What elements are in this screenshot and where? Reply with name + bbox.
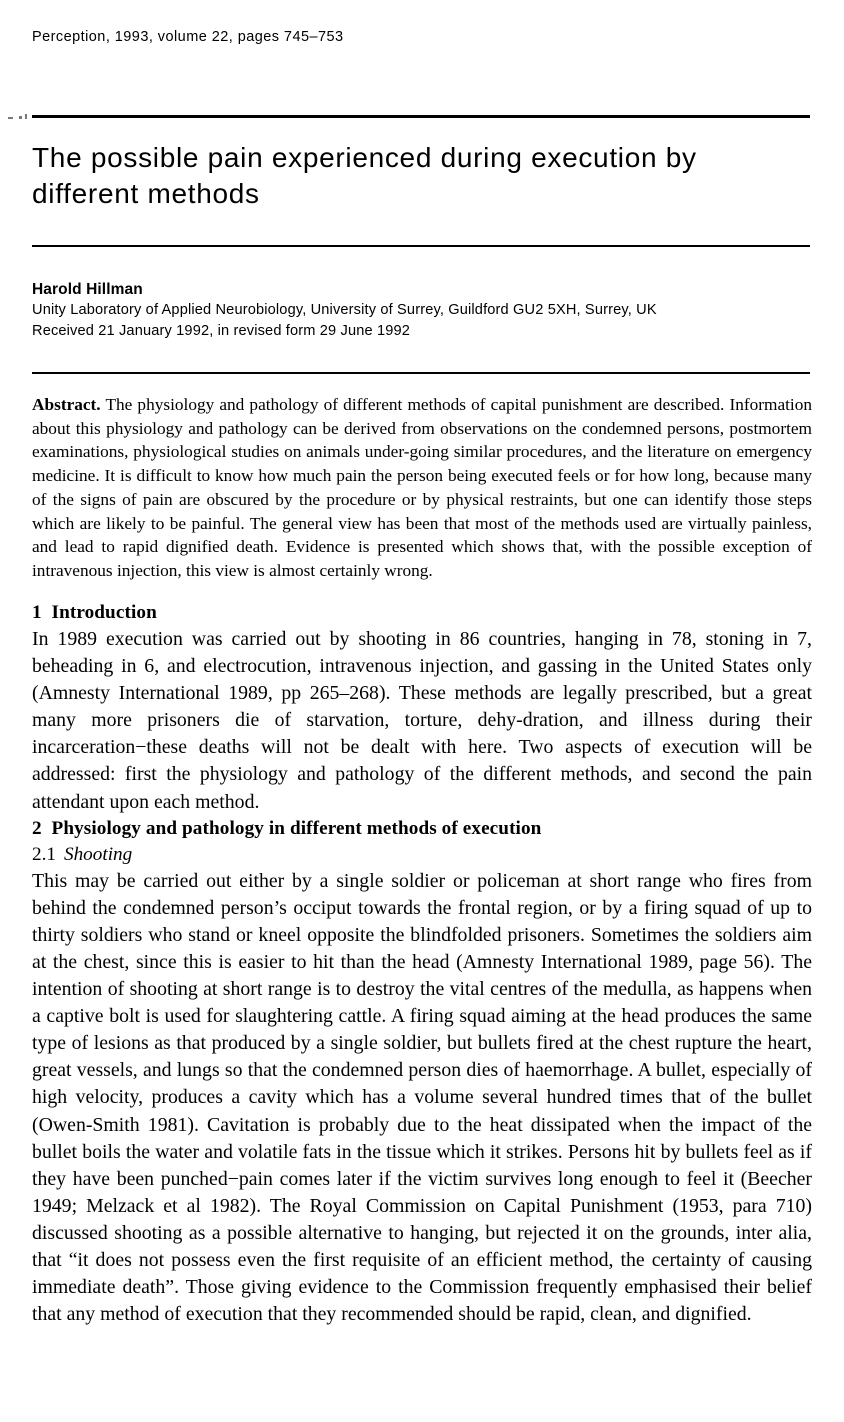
- author-block: [32, 279, 822, 341]
- paragraph-shooting: This may be carried out either by a single soldier or policeman at short range who fires from behind the condemned person’s occiput towards the frontal region, or by a firing squad of up to thirty soldiers who stand or kneel opposite the blindfolded prisoners. Sometimes the soldiers aim at the chest, since this is easier to hit than the head (Amnesty International 1989, page 56). The intention of shooting at short range is to destroy the vital centres of the medulla, as happens when a captive bolt is used for slaughtering cattle. A firing squad aiming at the head produces the same type of lesions as that produced by a single soldier, but bullets fired at the chest rupture the heart, great vessels, and lungs so that the condemned person dies of haemorrhage. A bullet, especially of high velocity, produces a cavity which has a volume several hundred times that of the bullet (Owen-Smith 1981). Cavitation is probably due to the heat dissipated when the impact of the bullet boils the water and volatile fats in the tissue which it strikes. Persons hit by bullets feel as if they have been punched−pain comes later if the victim survives long enough to feel it (Beecher 1949; Melzack et al 1982). The Royal Commission on Capital Punishment (1953, para 710) discussed shooting as a possible alternative to hanging, but rejected it on the grounds, inter alia, that “it does not possess even the first requisite of an efficient method, the certainty of causing immediate death”. Those giving evidence to the Commission frequently emphasised their belief that any method of execution that they recommended should be rapid, clean, and dignified.: [32, 869, 812, 1326]
- article-title-line-2: different methods: [32, 178, 260, 209]
- received-date: Received 21 January 1992, in revised form 29 June 1992: [32, 322, 411, 339]
- section-heading-physiology: [32, 816, 812, 842]
- abstract-label: Abstract.: [32, 395, 101, 414]
- subsection-heading-shooting: [32, 842, 812, 868]
- scan-artifact-speck: [19, 116, 22, 119]
- horizontal-rule-above-abstract: [32, 372, 810, 374]
- subsection-number: 2.1: [32, 843, 56, 865]
- article-body: [32, 600, 812, 1328]
- section-heading-introduction: [32, 600, 812, 626]
- section-number: 1: [32, 602, 42, 623]
- article-title: [32, 140, 822, 212]
- author-affiliation: Unity Laboratory of Applied Neurobiology, University of Surrey, Guildford GU2 5XH, Surrey, UK: [32, 302, 657, 318]
- abstract-text: The physiology and pathology of different methods of capital punishment are described. Information about this physiology and pathology can be derived from observations on the condemned persons, postmortem examinations, physiological studies on animals under-going similar procedures, and the literature on emergency medicine. It is difficult to know how much pain the person being executed feels or for how long, because many of the signs of pain are obscured by the procedure or by physical restraints, but one can identify those steps which are likely to be painful. The general view has been that most of the methods used are virtually painless, and lead to rapid dignified death. Evidence is presented which shows that, with the possible exception of intravenous injection, this view is almost certainly wrong.: [32, 395, 812, 580]
- section-number: 2: [32, 817, 42, 839]
- scan-artifact-speck: [8, 117, 13, 119]
- abstract: [32, 393, 812, 583]
- horizontal-rule-above-author: [32, 245, 810, 247]
- journal-running-head: Perception, 1993, volume 22, pages 745–753: [32, 29, 344, 45]
- section-title: Physiology and pathology in different methods of execution: [51, 817, 542, 839]
- section-title: Introduction: [51, 602, 157, 623]
- article-title-line-1: The possible pain experienced during execution by: [32, 142, 697, 173]
- paragraph-introduction: In 1989 execution was carried out by shooting in 86 countries, hanging in 78, stoning in 7, beheading in 6, and electrocution, intravenous injection, and gassing in the United States only (Amnesty International 1989, pp 265–268). These methods are legally prescribed, but a great many more prisoners die of starvation, torture, dehy-dration, and illness during their incarceration−these deaths will not be dealt with here. Two aspects of execution will be addressed: first the physiology and pathology of the different methods, and second the pain attendant upon each method.: [32, 628, 812, 813]
- scan-artifact-speck: [25, 114, 27, 119]
- author-name: Harold Hillman: [32, 281, 143, 298]
- horizontal-rule-above-title: [32, 115, 810, 118]
- subsection-title: Shooting: [63, 843, 133, 865]
